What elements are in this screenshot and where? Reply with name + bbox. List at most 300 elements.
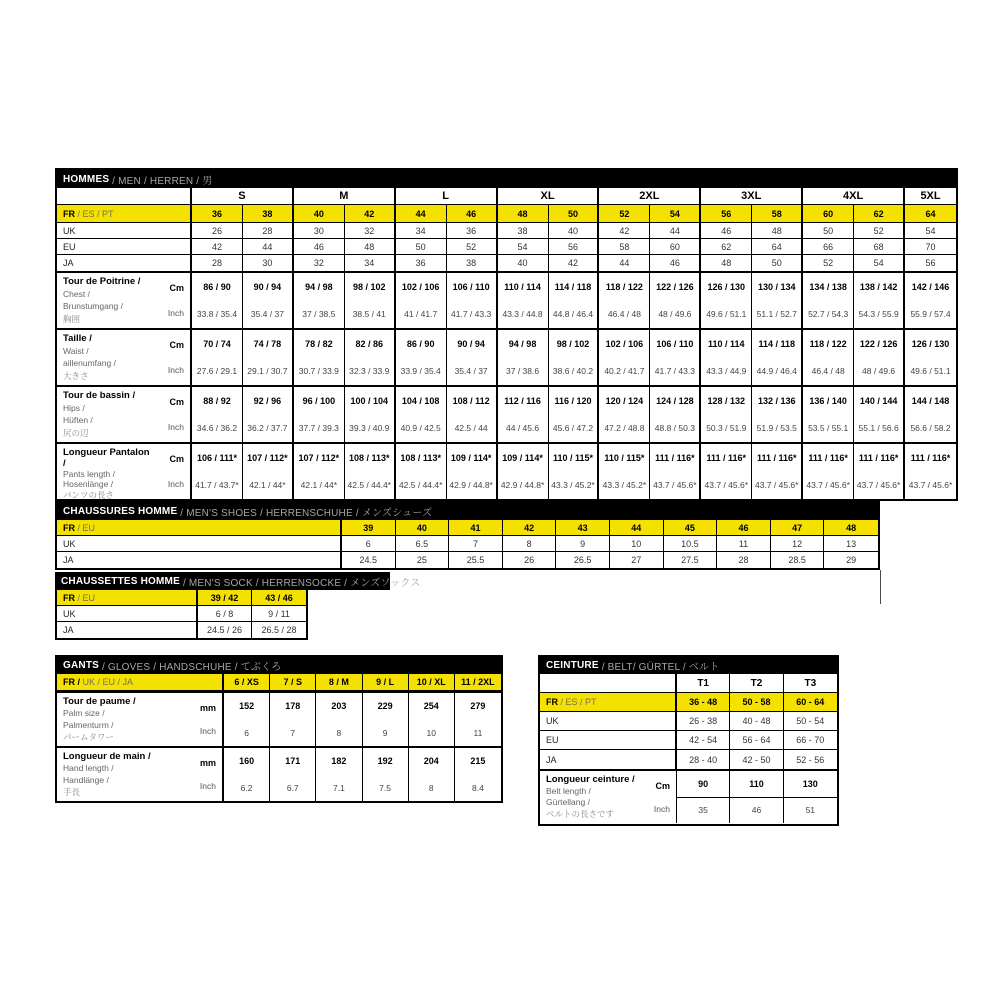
table-cell: 46	[447, 205, 498, 222]
table-cell: 192	[377, 756, 393, 767]
table-cell: 51.9 / 53.5	[756, 423, 797, 434]
table-cell: 28 - 40	[677, 750, 730, 769]
belt-unit-inch: Inch	[653, 803, 670, 814]
table-column	[905, 330, 956, 385]
table-cell: 109 / 114*	[450, 452, 492, 463]
table-cell: 7	[449, 536, 503, 551]
hommes-title-bar	[57, 170, 956, 188]
unit-label: Cm	[169, 283, 184, 294]
table-cell: 51.1 / 52.7	[756, 309, 797, 320]
table-cell: 116 / 120	[554, 395, 592, 406]
section-label-line: Palm size /	[63, 708, 105, 719]
table-cell: 7.5	[379, 782, 391, 793]
measurement-section	[57, 328, 956, 385]
table-cell: 98 / 102	[556, 338, 590, 349]
table-cell: 108 / 113*	[400, 452, 441, 463]
table-cell: 51	[805, 805, 816, 816]
unit-label: Cm	[169, 454, 184, 465]
table-cell: 27.6 / 29.1	[196, 366, 238, 377]
measurement-section	[57, 385, 956, 442]
table-cell: 106 / 110	[452, 281, 490, 292]
table-cell: M	[294, 188, 396, 204]
table-column	[270, 748, 316, 801]
table-cell: 6.2	[240, 782, 253, 793]
belt-t-row	[540, 674, 837, 693]
table-column	[192, 330, 243, 385]
size-group-row	[57, 188, 956, 205]
table-cell: 36 - 48	[677, 693, 730, 711]
belt-row-label-eu: EU	[540, 731, 677, 749]
table-cell: 29.1 / 30.7	[247, 366, 288, 377]
table-cell: 96 / 100	[302, 395, 336, 406]
table-column	[650, 273, 701, 328]
table-cell: 50	[752, 255, 803, 271]
table-column	[905, 444, 956, 499]
measurement-section	[57, 271, 956, 328]
table-column	[294, 444, 345, 499]
table-cell: 41.7 / 43.3	[654, 366, 695, 377]
table-cell: 24.5	[342, 552, 396, 568]
section-data	[192, 273, 956, 328]
table-column	[447, 444, 498, 499]
table-cell: 6	[342, 536, 396, 551]
table-cell: 41.7 / 43.3	[451, 309, 492, 320]
table-cell: 126 / 130	[911, 338, 950, 349]
table-column	[549, 330, 600, 385]
belt-title: CEINTURE	[546, 660, 599, 671]
table-cell: 229	[377, 701, 393, 712]
table-column	[447, 387, 498, 442]
table-column	[803, 387, 854, 442]
table-cell: 114 / 118	[758, 338, 795, 349]
table-cell: 42.5 / 44	[454, 423, 488, 434]
table-cell: 56	[701, 205, 752, 222]
table-cell: T2	[730, 674, 783, 692]
shoes-title: CHAUSSURES HOMME	[63, 506, 178, 517]
belt-title-translations: / BELT/ GÜRTEL / ベルト	[598, 662, 720, 673]
unit-label: Inch	[199, 726, 216, 737]
table-column	[270, 693, 316, 746]
table-cell: 62	[701, 239, 752, 254]
section-label	[57, 748, 224, 801]
shoes-title-bar	[57, 503, 878, 520]
table-column	[243, 330, 294, 385]
table-cell: 46	[650, 255, 701, 271]
table-cell: 39	[342, 520, 396, 535]
table-cell: 34	[396, 223, 447, 238]
table-cell: 7 / S	[270, 674, 316, 690]
table-cell: 46	[701, 223, 752, 238]
table-cell: 7.1	[333, 782, 345, 793]
unit-label: Inch	[167, 364, 184, 375]
table-cell: 182	[331, 756, 347, 767]
belt-length-label	[540, 771, 677, 823]
table-column	[243, 444, 294, 499]
table-cell: 48	[498, 205, 549, 222]
table-cell: 44	[243, 239, 294, 254]
table-column	[803, 273, 854, 328]
socks-title-bar	[55, 572, 421, 590]
belt-row-label-fr-es-pt: FR / ES / PT	[540, 693, 677, 711]
section-label-line: Longueur Pantalon /	[63, 447, 150, 469]
table-column	[498, 273, 549, 328]
table-cell: 56	[925, 258, 936, 268]
section-label-line: Taille /	[63, 333, 92, 344]
table-column	[396, 387, 447, 442]
table-cell: 27	[610, 552, 664, 568]
table-cell: 33.9 / 35.4	[400, 366, 441, 377]
row-label-fr-es-pt: FR / ES / PT	[57, 205, 192, 222]
belt-length-label-fr: Longueur ceinture /	[546, 774, 635, 785]
table-cell: 28	[192, 255, 243, 271]
table-cell: 40	[498, 255, 549, 271]
section-label-line: 胸囲	[63, 314, 81, 324]
section-label-line: 尻の辺	[63, 428, 89, 438]
table-cell: 6.7	[286, 782, 299, 793]
table-cell: 110 / 115*	[604, 452, 645, 463]
table-cell: 6	[244, 727, 249, 738]
table-cell: 60 - 64	[796, 697, 825, 707]
table-cell: 120 / 124	[605, 395, 644, 406]
table-cell: 44	[396, 205, 447, 222]
scan-artifact-line	[880, 570, 881, 604]
table-column	[854, 444, 905, 499]
table-column	[294, 330, 345, 385]
table-column	[455, 748, 501, 801]
table-cell: 203	[331, 701, 347, 712]
table-cell: 9 / 11	[268, 608, 290, 619]
eu-row	[57, 239, 956, 255]
table-cell: 44.8 / 46.4	[552, 309, 594, 320]
table-column	[650, 330, 701, 385]
table-cell: 144 / 148	[911, 395, 950, 406]
table-cell: L	[396, 188, 498, 204]
table-cell: XL	[498, 188, 600, 204]
table-column	[599, 273, 650, 328]
shoes-fr-eu-row	[57, 520, 878, 536]
table-column	[498, 330, 549, 385]
table-column	[752, 387, 803, 442]
table-cell: 44.9 / 46.4	[756, 366, 797, 377]
table-cell: 43.7 / 45.6*	[754, 480, 799, 491]
table-cell: 100 / 104	[350, 395, 389, 406]
section-label-line: Tour de bassin /	[63, 390, 136, 401]
unit-label: mm	[199, 702, 216, 713]
table-cell: 52	[854, 223, 905, 238]
table-cell: 28	[717, 552, 771, 568]
table-column	[650, 444, 701, 499]
table-cell: 47.2 / 48.8	[604, 423, 645, 434]
table-cell: 64	[752, 239, 803, 254]
table-cell: 43	[556, 520, 610, 535]
table-cell: 26	[503, 552, 557, 568]
measurement-section	[57, 746, 501, 801]
table-cell: 43 / 46	[265, 592, 293, 603]
table-cell: 42.5 / 44.4*	[347, 480, 391, 491]
table-cell: 46.4 / 48	[607, 309, 641, 320]
table-column	[316, 748, 362, 801]
table-cell: 102 / 106	[605, 338, 644, 349]
table-column	[599, 444, 650, 499]
table-cell: 42	[503, 520, 557, 535]
table-cell: 132 / 136	[757, 395, 796, 406]
table-cell: 60	[803, 205, 854, 222]
belt-row-label-uk: UK	[540, 712, 677, 730]
table-cell: 12	[771, 536, 825, 551]
table-cell: 30	[243, 255, 294, 271]
table-cell: 41.7 / 43.7*	[195, 480, 239, 491]
table-cell: 10	[426, 727, 436, 738]
section-label	[57, 273, 192, 328]
table-column	[854, 273, 905, 328]
belt-ja-row	[540, 750, 837, 769]
table-cell: 126 / 130	[707, 281, 746, 292]
table-column	[224, 748, 270, 801]
table-column	[396, 273, 447, 328]
table-cell: 54	[498, 239, 549, 254]
table-column	[803, 330, 854, 385]
table-cell: 98 / 102	[352, 281, 386, 292]
table-column	[701, 273, 752, 328]
table-cell: 60	[650, 239, 701, 254]
table-cell: 42.1 / 44*	[249, 480, 286, 491]
belt-length-label-ja: ベルトの長さです	[546, 809, 615, 819]
table-cell: 8	[428, 782, 434, 793]
section-label	[57, 330, 192, 385]
table-cell: 26	[192, 223, 243, 238]
table-cell: 88 / 92	[203, 395, 231, 406]
table-cell: 43.7 / 45.6*	[856, 480, 901, 491]
table-column	[905, 387, 956, 442]
section-label-line: パンツの長さ	[63, 490, 115, 500]
table-cell: 8 / M	[316, 674, 362, 690]
socks-uk-row	[57, 606, 306, 622]
table-cell: 66 - 70	[796, 735, 825, 745]
table-cell: 171	[285, 756, 301, 767]
table-cell: 64	[925, 208, 936, 219]
table-column	[345, 273, 396, 328]
belt-empty-corner-cell	[540, 674, 677, 692]
table-cell: 110 / 115*	[552, 452, 594, 463]
table-column	[294, 273, 345, 328]
table-cell: 111 / 116*	[910, 452, 951, 463]
table-cell: 40	[549, 223, 600, 238]
measurement-section	[57, 442, 956, 499]
table-cell: 130	[802, 778, 818, 789]
table-cell: 134 / 138	[809, 281, 847, 292]
socks-title: CHAUSSETTES HOMME	[61, 575, 180, 587]
table-cell: 50 - 58	[730, 693, 783, 711]
table-cell: 36	[396, 255, 447, 271]
table-cell: 42	[345, 205, 396, 222]
table-cell: 28	[243, 223, 294, 238]
table-cell: 48 / 49.6	[658, 309, 692, 320]
table-cell: 42.5 / 44.4*	[398, 480, 443, 491]
table-column	[599, 387, 650, 442]
table-column	[447, 273, 498, 328]
table-cell: 56.6 / 58.2	[910, 423, 951, 434]
belt-title-bar	[540, 657, 837, 674]
table-cell: 3XL	[701, 188, 803, 204]
table-column	[345, 330, 396, 385]
table-cell: 39.3 / 40.9	[349, 423, 390, 434]
table-cell: 53.5 / 55.1	[808, 423, 849, 434]
table-cell: 42 - 50	[730, 750, 783, 769]
table-cell: 48	[846, 522, 857, 533]
section-label-line: Waist /	[63, 346, 89, 356]
table-cell: 82 / 86	[355, 338, 384, 349]
table-cell: 5XL	[920, 190, 941, 202]
shoes-row-label-uk: UK	[57, 536, 342, 551]
table-cell: 204	[423, 756, 439, 767]
hommes-size-table	[55, 168, 958, 501]
unit-label: Cm	[169, 397, 184, 408]
row-label-uk: UK	[57, 223, 192, 238]
table-column	[854, 330, 905, 385]
section-label-line: Hosenlänge /	[63, 479, 114, 489]
table-cell: 90 / 94	[253, 281, 282, 292]
table-cell: 109 / 114*	[502, 452, 543, 463]
table-cell: 33.8 / 35.4	[196, 309, 238, 320]
belt-eu-row	[540, 731, 837, 750]
table-cell: 10	[610, 536, 664, 551]
table-cell: 48	[701, 255, 752, 271]
table-cell: 24.5 / 26	[198, 622, 252, 638]
table-cell: 70 / 74	[203, 338, 231, 349]
unit-label: Inch	[199, 781, 216, 792]
table-cell: 9	[556, 536, 610, 551]
table-cell: 160	[239, 756, 255, 767]
table-cell: 106 / 111*	[196, 452, 237, 463]
unit-label: Inch	[167, 307, 184, 318]
table-cell: 11 / 2XL	[461, 677, 495, 687]
table-column	[752, 330, 803, 385]
table-column	[363, 693, 409, 746]
belt-uk-row	[540, 712, 837, 731]
table-cell: 55.1 / 56.6	[858, 423, 899, 434]
table-cell: 108 / 112	[452, 395, 490, 406]
table-cell: 39 / 42	[198, 590, 252, 605]
gloves-table	[55, 655, 503, 803]
ja-row	[57, 255, 956, 271]
table-column	[192, 387, 243, 442]
table-column	[363, 748, 409, 801]
table-cell: 50	[549, 205, 600, 222]
table-cell: 38	[498, 223, 549, 238]
table-column	[409, 693, 455, 746]
table-cell: 6 / 8	[198, 606, 252, 621]
table-cell: 44	[650, 223, 701, 238]
belt-fr-es-pt-row	[540, 693, 837, 712]
table-column	[224, 693, 270, 746]
table-column	[396, 444, 447, 499]
table-cell: 107 / 112*	[247, 452, 288, 463]
table-cell: 11	[473, 727, 483, 738]
table-column	[243, 387, 294, 442]
section-data	[224, 748, 501, 801]
gloves-title: GANTS	[63, 660, 99, 671]
gloves-header-row	[57, 674, 501, 691]
table-cell: 43.3 / 45.2*	[602, 480, 647, 491]
table-cell: 45.6 / 47.2	[552, 423, 594, 434]
table-column	[396, 330, 447, 385]
shoes-ja-row	[57, 552, 878, 568]
belt-unit-cm: Cm	[655, 780, 670, 791]
table-cell: 56	[549, 239, 600, 254]
row-label-eu: EU	[57, 239, 192, 254]
table-cell: 118 / 122	[605, 281, 643, 292]
table-cell: 54	[925, 225, 936, 236]
table-cell: 44 / 45.6	[506, 423, 540, 434]
shoes-row-label-ja: JA	[57, 552, 342, 568]
table-cell: 110 / 114	[504, 281, 541, 292]
table-column	[701, 387, 752, 442]
table-column	[498, 444, 549, 499]
table-cell: 42.1 / 44*	[300, 480, 338, 491]
table-cell: 52 - 56	[796, 754, 825, 765]
mens-shoes-table	[55, 501, 880, 570]
table-cell: 46	[717, 520, 771, 535]
table-cell: 111 / 116*	[756, 452, 797, 463]
table-column	[752, 444, 803, 499]
table-cell: 8	[503, 536, 557, 551]
table-cell: 111 / 116*	[706, 452, 747, 463]
table-cell: 102 / 106	[401, 281, 440, 292]
table-cell: 40	[294, 205, 345, 222]
belt-length-label-en: Belt length /	[546, 786, 591, 796]
table-cell: 46.4 / 48	[811, 366, 845, 377]
table-cell: 26.5 / 28	[261, 625, 297, 635]
table-cell: 38	[447, 255, 498, 271]
table-column	[803, 444, 854, 499]
section-label-line: Pants length /	[63, 469, 115, 479]
table-cell: 38.5 / 41	[352, 309, 386, 320]
table-column	[455, 693, 501, 746]
table-cell: 70	[925, 241, 936, 252]
table-cell: 29	[846, 555, 857, 565]
table-cell: 54	[854, 255, 905, 271]
section-label	[57, 693, 224, 746]
table-cell: 46	[730, 798, 783, 824]
section-label-line: パームタワー	[63, 731, 115, 742]
table-cell: T3	[804, 677, 817, 689]
table-cell: 128 / 132	[707, 395, 746, 406]
table-cell: 118 / 122	[809, 338, 847, 349]
table-column	[294, 387, 345, 442]
table-cell: 8	[336, 727, 342, 738]
shoes-uk-row	[57, 536, 878, 552]
shoes-title-translations: / MEN'S SHOES / HERRENSCHUHE / メンズシューズ	[177, 508, 433, 519]
table-column	[599, 330, 650, 385]
table-cell: 2XL	[599, 188, 701, 204]
section-label	[57, 387, 192, 442]
table-cell: 8.4	[472, 782, 484, 793]
table-cell: 7	[290, 727, 296, 738]
section-label-line: Tour de paume /	[63, 696, 136, 707]
table-cell: 42	[599, 223, 650, 238]
row-label-ja: JA	[57, 255, 192, 271]
table-cell: 86 / 90	[406, 338, 435, 349]
table-cell: 38.6 / 40.2	[552, 366, 594, 377]
table-cell: 30	[294, 223, 345, 238]
table-cell: 92 / 96	[253, 395, 282, 406]
table-cell: 10.5	[664, 536, 718, 551]
socks-row-label-fr-eu: FR / EU	[57, 590, 198, 605]
table-cell: 27.5	[664, 552, 718, 568]
table-cell: 52	[599, 205, 650, 222]
table-cell: 30.7 / 33.9	[298, 366, 339, 377]
table-cell: 43.7 / 45.6*	[908, 480, 953, 491]
